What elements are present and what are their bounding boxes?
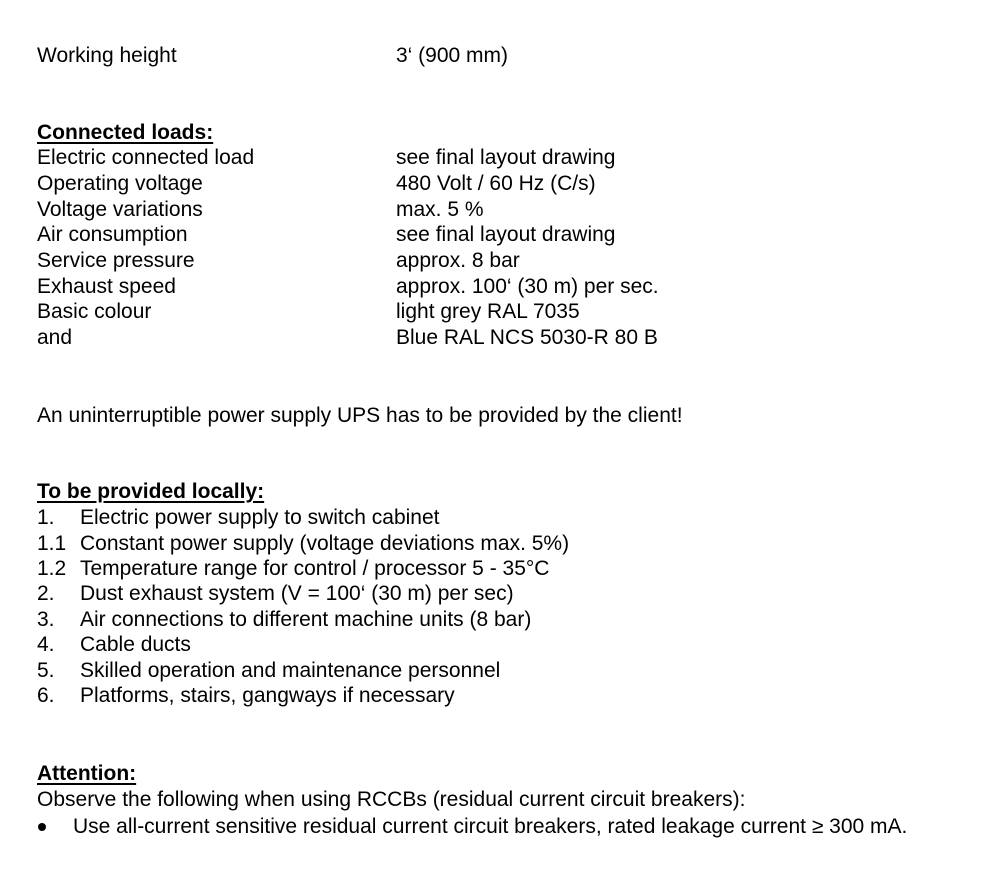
load-value-air: see final layout drawing [396, 223, 616, 246]
item-number: 2. [37, 582, 55, 605]
load-label-electric: Electric connected load [37, 146, 255, 169]
item-number: 3. [37, 608, 55, 631]
item-text: Cable ducts [80, 633, 191, 656]
load-value-electric: see final layout drawing [396, 146, 616, 169]
working-height-label: Working height [37, 44, 177, 67]
load-value-variations: max. 5 % [396, 198, 484, 221]
load-value-voltage: 480 Volt / 60 Hz (C/s) [396, 172, 596, 195]
provided-locally-heading: To be provided locally: [37, 480, 265, 503]
load-label-air: Air consumption [37, 223, 188, 246]
load-label-variations: Voltage variations [37, 198, 203, 221]
item-text: Constant power supply (voltage deviations max. 5%) [80, 532, 570, 555]
item-text: Air connections to different machine units (8 bar) [80, 608, 532, 631]
item-number: 4. [37, 633, 55, 656]
bullet-icon [38, 823, 46, 831]
working-height-value: 3‘ (900 mm) [396, 44, 509, 67]
item-number: 1.1 [37, 532, 67, 555]
load-value-pressure: approx. 8 bar [396, 249, 520, 272]
item-text: Skilled operation and maintenance personnel [80, 659, 501, 682]
item-number: 1. [37, 506, 55, 529]
load-value-colour-2: Blue RAL NCS 5030-R 80 B [396, 326, 658, 349]
ups-notice: An uninterruptible power supply UPS has to be provided by the client! [37, 404, 683, 427]
item-number: 6. [37, 684, 55, 707]
attention-intro: Observe the following when using RCCBs (residual current circuit breakers): [37, 788, 746, 811]
load-value-colour: light grey RAL 7035 [396, 300, 580, 323]
attention-heading: Attention: [37, 762, 137, 785]
item-text: Electric power supply to switch cabinet [80, 506, 440, 529]
load-label-voltage: Operating voltage [37, 172, 203, 195]
item-text: Platforms, stairs, gangways if necessary [80, 684, 455, 707]
item-text: Dust exhaust system (V = 100‘ (30 m) per sec) [80, 582, 514, 605]
load-label-colour: Basic colour [37, 300, 152, 323]
load-label-and: and [37, 326, 73, 349]
connected-loads-heading: Connected loads: [37, 121, 214, 144]
load-label-exhaust: Exhaust speed [37, 275, 176, 298]
load-label-pressure: Service pressure [37, 249, 195, 272]
load-value-exhaust: approx. 100‘ (30 m) per sec. [396, 275, 659, 298]
attention-bullet-text: Use all-current sensitive residual current circuit breakers, rated leakage current ≥ 300 mA. [73, 815, 908, 838]
item-text: Temperature range for control / processor 5 - 35°C [80, 557, 550, 580]
item-number: 1.2 [37, 557, 67, 580]
item-number: 5. [37, 659, 55, 682]
